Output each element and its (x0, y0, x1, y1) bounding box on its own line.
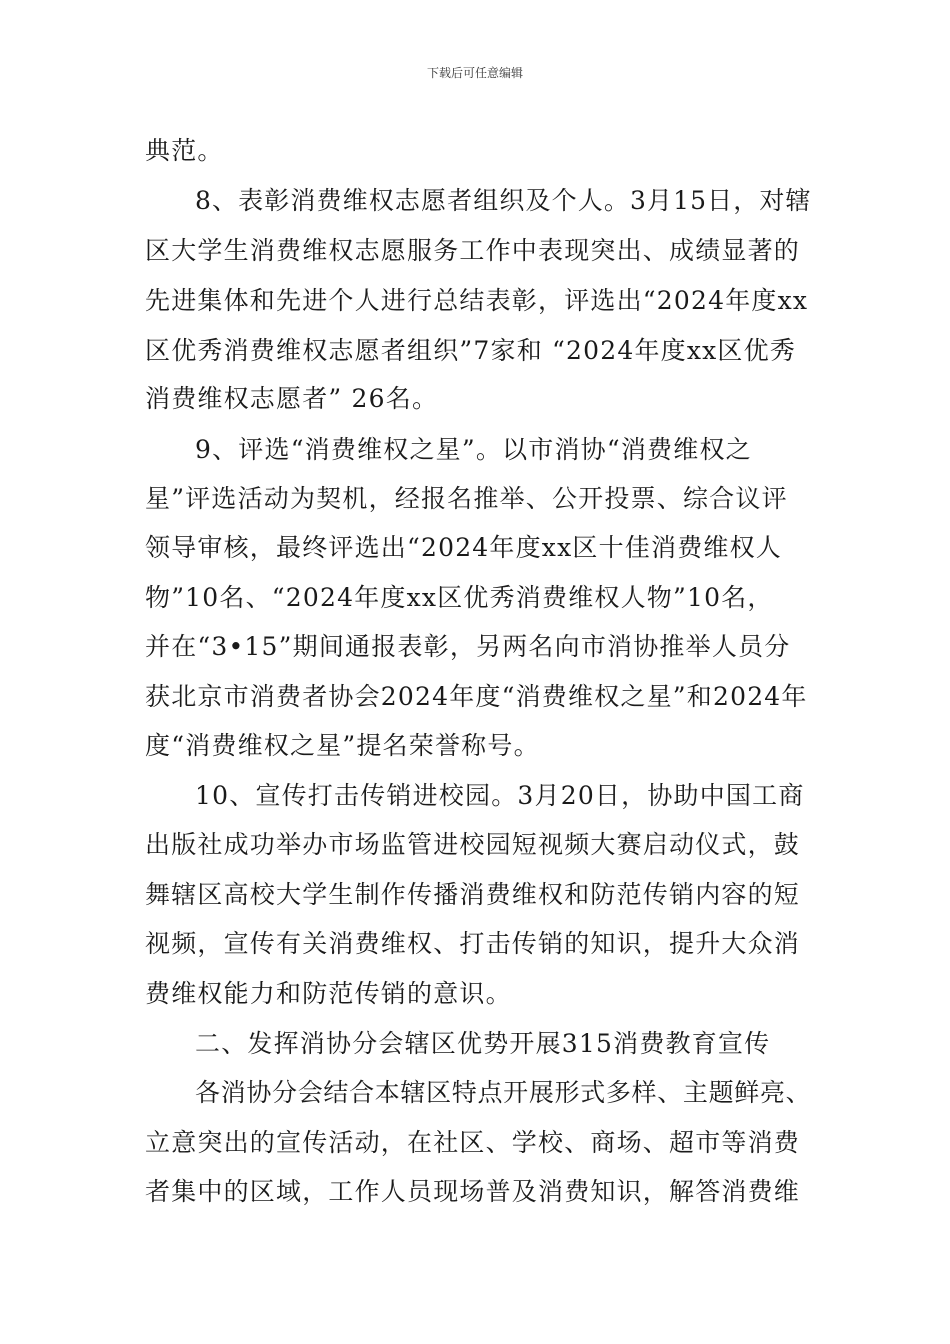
text-line: 消费维权志愿者” 26名。 (145, 384, 439, 413)
text-line: 各消协分会结合本辖区特点开展形式多样、主题鲜亮、 (195, 1078, 812, 1107)
text-line: 区优秀消费维权志愿者组织”7家和 “2024年度xx区优秀 (145, 336, 797, 365)
text-line: 10、宣传打击传销进校园。3月20日，协助中国工商 (195, 781, 805, 810)
text-line: 星”评选活动为契机，经报名推举、公开投票、综合议评 (145, 484, 788, 513)
text-line: 者集中的区域，工作人员现场普及消费知识，解答消费维 (145, 1177, 801, 1206)
section-heading: 二、发挥消协分会辖区优势开展315消费教育宣传 (195, 1029, 771, 1058)
text-line: 费维权能力和防范传销的意识。 (145, 979, 512, 1008)
text-line: 物”10名、“2024年度xx区优秀消费维权人物”10名， (145, 583, 774, 612)
text-line: 典范。 (145, 136, 224, 165)
text-line: 立意突出的宣传活动，在社区、学校、商场、超市等消费 (145, 1128, 801, 1157)
text-line: 区大学生消费维权志愿服务工作中表现突出、成绩显著的 (145, 236, 801, 265)
text-line: 度“消费维权之星”提名荣誉称号。 (145, 731, 540, 760)
text-line: 视频，宣传有关消费维权、打击传销的知识，提升大众消 (145, 929, 801, 958)
text-line: 8、表彰消费维权志愿者组织及个人。3月15日，对辖 (195, 186, 812, 215)
text-line: 获北京市消费者协会2024年度“消费维权之星”和2024年 (145, 682, 808, 711)
text-line: 舞辖区高校大学生制作传播消费维权和防范传销内容的短 (145, 880, 801, 909)
text-line: 领导审核，最终评选出“2024年度xx区十佳消费维权人 (145, 533, 783, 562)
text-line: 出版社成功举办市场监管进校园短视频大赛启动仪式，鼓 (145, 830, 801, 859)
text-line: 先进集体和先进个人进行总结表彰，评选出“2024年度xx (145, 286, 809, 315)
page-header: 下载后可任意编辑 (426, 66, 523, 80)
text-line: 9、评选“消费维权之星”。以市消协“消费维权之 (195, 435, 752, 464)
text-line: 并在“3•15”期间通报表彰，另两名向市消协推举人员分 (145, 632, 791, 661)
